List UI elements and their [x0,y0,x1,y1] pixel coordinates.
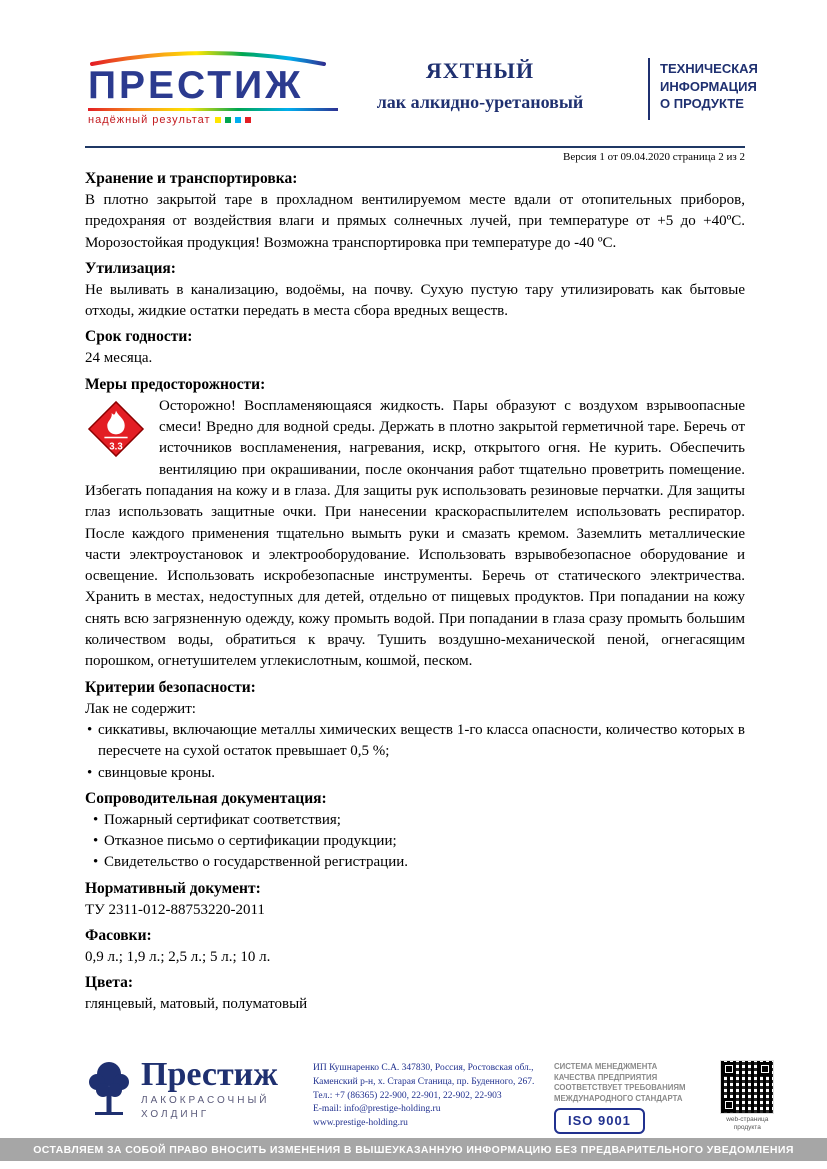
footer-brand-sub2: ХОЛДИНГ [141,1109,210,1120]
qr-code-icon [720,1060,774,1114]
section-body-disposal: Не выливать в канализацию, водоёмы, на почву. Сухую пустую тару утилизировать как бытовые отходы, жидкие остатки передать в места сбора вредных веществ. [85,281,745,320]
footer-brand-sub1: ЛАКОКРАСОЧНЫЙ [141,1095,270,1106]
contact-website-link[interactable]: www.prestige-holding.ru [312,1118,408,1129]
contact-email-link[interactable]: E-mail: info@prestige-holding.ru [312,1104,441,1115]
list-item: • Отказное письмо о сертификации продукции; [91,831,745,852]
brand-name: ПРЕСТИЖ [88,64,304,107]
brand-logo [88,50,338,126]
doc-type-line1: ТЕХНИЧЕСКАЯ [660,61,758,76]
qr-block [718,1058,777,1133]
header-vertical-divider [648,58,650,120]
footer-contacts [313,1058,536,1131]
section-heading-colors: Цвета: [85,974,134,992]
logo-color-square-cyan-icon [235,117,241,123]
section-heading-safety-criteria: Критерии безопасности: [85,678,256,696]
list-item: • свинцовые кроны. [85,763,745,784]
iso-certification-block [554,1058,718,1134]
list-item: • Свидетельство о государственной регистрации. [91,852,745,873]
footer-brand-name: Престиж [141,1056,278,1093]
footer [85,1058,777,1134]
section-heading-precautions: Меры предосторожности: [85,375,266,393]
doc-type-line2: ИНФОРМАЦИЯ [660,78,757,94]
section-heading-documentation: Сопроводительная документация: [85,789,327,807]
safety-criteria-list [85,720,745,784]
qr-label-line2: продукта [733,1124,761,1132]
logo-gradient-line [88,108,338,111]
safety-criteria-intro: Лак не содержит: [85,700,196,717]
iso-text-line2: КАЧЕСТВА ПРЕДПРИЯТИЯ [553,1072,658,1082]
list-item: • сиккативы, включающие металлы химических веществ 1-го класса опасности, количество которых в пересчете на сухой остаток превышает 0,5 %; [85,720,745,763]
contact-address-line1: ИП Кушнаренко С.А. 347830, Россия, Ростовская обл., [312,1063,534,1073]
product-title: ЯХТНЫЙ [425,58,535,83]
list-item: • Пожарный сертификат соответствия; [91,810,745,831]
logo-color-square-green-icon [225,117,231,123]
section-heading-storage: Хранение и транспортировка: [85,170,298,187]
section-body-storage: В плотно закрытой таре в прохладном вентилируемом месте вдали от отопительных приборов, предохраняя от воздействия влаги и прямых солнечных лучей, при температуре от +5 до +40ºС. Морозостойкая продукция! Возможна транспортировка при температуре до -40 ºС. [85,192,745,251]
logo-color-square-red-icon [245,117,251,123]
header-rule [85,146,745,148]
qr-finder-icon [758,1062,772,1076]
section-body-packaging: 0,9 л.; 1,9 л.; 2,5 л.; 5 л.; 10 л. [85,949,271,966]
document-body [85,170,745,1016]
contact-phone: Тел.: +7 (86365) 22-900, 22-901, 22-902, 22-903 [312,1090,502,1101]
flammable-hazard-diamond-icon [87,400,145,458]
iso-text-line4: МЕЖДУНАРОДНОГО СТАНДАРТА [553,1093,683,1103]
hazard-class-number: 3.3 [109,441,123,453]
version-line: Версия 1 от 09.04.2020 страница 2 из 2 [563,151,745,163]
section-heading-normative: Нормативный документ: [85,879,261,897]
logo-color-square-yellow-icon [215,117,221,123]
product-header [330,58,630,113]
section-heading-packaging: Фасовки: [85,927,152,945]
qr-finder-icon [722,1098,736,1112]
product-subtitle: лак алкидно-уретановый [376,92,584,112]
documentation-list [91,810,745,874]
qr-finder-icon [722,1062,736,1076]
tree-logo-icon [85,1058,133,1116]
doc-type-label [660,60,810,113]
iso-text-line1: СИСТЕМА МЕНЕДЖМЕНТА [553,1062,658,1071]
section-body-precautions: Осторожно! Воспламеняющаяся жидкость. Пары образуют с воздухом взрывоопасные смеси! Вредно для водной среды. Держать в плотно закрытой герметичной таре. Беречь от источников воспламенения, нагревания, искр, открытого огня. Не курить. Обеспечить вентиляцию при окрашивании, после окончания работ тщательно проветрить помещение. Избегать попадания на кожу и в глаза. Для защиты рук использовать резиновые перчатки. Для защиты глаз использовать защитные очки. При нанесении краскораспылителем использовать респиратор. После каждого применения тщательно вымыть руки и смазать кремом. Заземлить металлические части электроустановок и электрооборудование. Использовать взрывобезопасное оборудование и освещение. Использовать искробезопасные инструменты. Беречь от статического электричества. Хранить в местах, недоступных для детей, отдельно от пищевых продуктов. При попадании на кожу снять всю загрязненную одежду, кожу промыть водой. При попадании в глаза сразу промыть большим количеством воды, обратиться к врачу. Тушить воздушно-механической пеной, огнегасящим порошком, огнетушителем углекислотным, кошмой, песком. [85,397,745,670]
brand-tagline: надёжный результат [88,114,211,126]
iso-9001-badge: ISO 9001 [554,1108,645,1134]
doc-type-line3: О ПРОДУКТЕ [660,96,744,112]
section-heading-disposal: Утилизация: [85,259,176,277]
qr-label-line1: web-страница [726,1116,769,1123]
section-body-shelf-life: 24 месяца. [85,350,153,367]
footer-logo [85,1058,313,1120]
section-body-normative: ТУ 2311-012-88753220-2011 [85,901,265,918]
footer-disclaimer-bar: ОСТАВЛЯЕМ ЗА СОБОЙ ПРАВО ВНОСИТЬ ИЗМЕНЕНИЯ В ВЫШЕУКАЗАННУЮ ИНФОРМАЦИЮ БЕЗ ПРЕДВАРИТЕЛЬНОГО УВЕДОМЛЕНИЯ [0,1138,827,1161]
iso-text-line3: СООТВЕТСТВУЕТ ТРЕБОВАНИЯМ [553,1083,686,1093]
contact-address-line2: Каменский р-н, х. Старая Станица, пр. Буденного, 267. [312,1076,535,1087]
section-body-colors: глянцевый, матовый, полуматовый [85,996,308,1013]
section-heading-shelf-life: Срок годности: [85,328,193,346]
